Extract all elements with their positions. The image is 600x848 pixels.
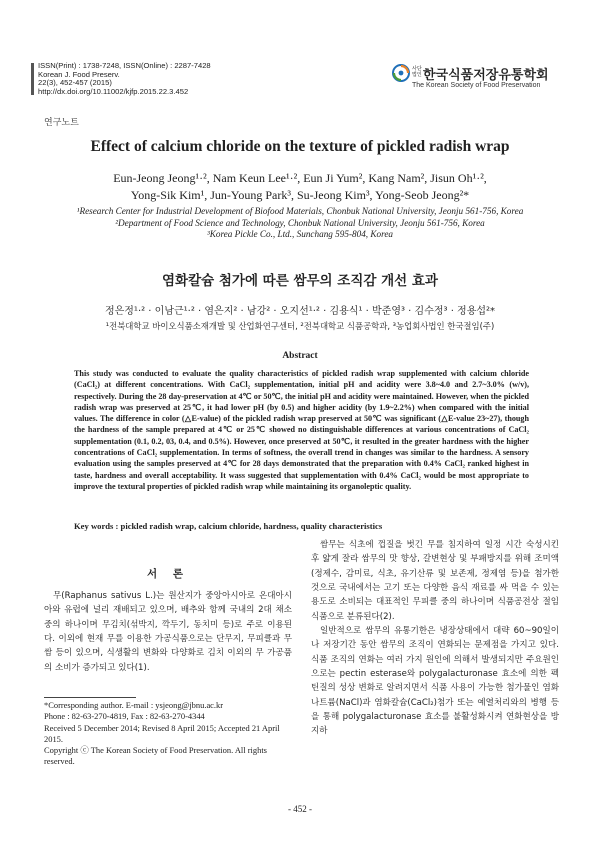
journal-name: Korean J. Food Preserv.	[38, 69, 120, 79]
left-column	[44, 566, 292, 675]
paper-title-en: Effect of calcium chloride on the texture of pickled radish wrap	[90, 138, 510, 155]
affiliations-kr: ¹전북대학교 바이오식품소재개발 및 산업화연구센터, ²전북대학교 식품공학과, ³농업회사법인 한국절임(주)	[105, 321, 495, 331]
footnote-divider	[44, 697, 136, 698]
section-label: 연구노트	[44, 118, 79, 128]
journal-meta-bar	[31, 63, 34, 95]
doi-link[interactable]: http://dx.doi.org/10.11002/kjfp.2015.22.3.452	[38, 86, 189, 96]
society-logo	[392, 64, 572, 94]
intro-body-left	[44, 589, 292, 675]
contact-phone-fax: Phone : 82-63-270-4819, Fax : 82-63-270-4344	[44, 711, 205, 722]
affiliation-en-3: ³Korea Pickle Co., Ltd., Sunchang 595-804, Korea	[206, 229, 394, 239]
keywords: Key words : pickled radish wrap, calcium chloride, hardness, quality characteristics	[74, 521, 383, 531]
corresponding-author: *Corresponding author. E-mail : ysjeong@jbnu.ac.kr	[44, 700, 224, 710]
issn-line: ISSN(Print) : 1738-7248, ISSN(Online) : 2287-7428	[38, 61, 211, 70]
volume-line: 22(3), 452-457 (2015)	[38, 78, 112, 88]
copyright-notice: Copyright ⓒ The Korean Society of Food Preservation. All rights reserved.	[44, 745, 267, 767]
abstract-text: This study was conducted to evaluate the quality characteristics of pickled radish wrap supplemented with calcium chloride (CaCl₂) at different concentrations. With CaCl₂ supplementation, initial pH and acidity were 3.8~4.0 and 2.7~3.0% (w/v), respectively. During the 28 day-preservation at 4℃ or 50℃, the initial pH and acidity were maintained. However, when the pickled radish wrap was preserved at 25℃, it had lower pH (by 0.5) and higher acidity (by 1.9~2.2%) when compared with the initial values. The difference in color (△E-value) of the pickled radish wrap preserved at 50℃ was significant (△E-value 23~27), though the hardness of the sample prepared at 4℃ or 25℃ showed no distinguishable differences at various concentrations of CaCl₂ supplementation (0.1, 0.2, 03, 0.4, and 0.5%). However, once preserved at 50℃, it resulted in the greater hardness with the higher concentrations of CaCl₂ supplementation. In terms of softness, the overall trend in changes was similar to the hardness. A sensory evaluation using the samples preserved at 4℃ for 28 days demonstrated that the preparation with 0.4% CaCl₂ ranked highest in taste, hardness and overall acceptability. It wass suggested that supplementation with 0.4% CaCl₂ would be most appropriate to improve the textural properties of pickled radish wrap while maintaining its organoleptic quality.	[74, 369, 529, 491]
page-number: - 452 -	[288, 804, 312, 814]
journal-meta	[38, 62, 211, 96]
authors-en	[40, 170, 560, 204]
society-name-kr: 한국식품저장유통학회	[423, 68, 549, 83]
footnotes	[44, 700, 294, 768]
intro-paragraph-2: 쌈무는 식초에 껍질을 벗긴 무를 침지하여 일정 시간 숙성시킨 후 얇게 잘라 쌈무의 맛 향상, 갈변현상 및 부패방지를 위해 조미액(정제수, 감미료, 식초, 유기산류 및 보존제, 정제염 등)을 첨가한 것으로 국내에서는 고기 또는 다양한 음식 재료를 싸 먹을 수 있는 용도로 소비되는 대표적인 무피클 중의 하나이며 식품공전상 절임식품으로 분류된다(2).	[311, 540, 559, 622]
received-dates: Received 5 December 2014; Revised 8 April 2015; Accepted 21 April 2015.	[44, 722, 280, 744]
society-mark-text: 사단법인	[412, 66, 422, 78]
society-logo-icon	[392, 64, 410, 82]
authors-en-line-1: Eun-Jeong Jeong¹·², Nam Keun Lee¹·², Eun Ji Yum², Kang Nam², Jisun Oh¹·²,	[113, 171, 487, 185]
authors-kr: 정은정¹·² · 이남근¹·² · 염은지² · 남강² · 오지선¹·² · 김용식¹ · 박준영³ · 김수정³ · 정용섭²*	[104, 306, 496, 317]
society-name-en: The Korean Society of Food Preservation	[412, 82, 541, 89]
intro-paragraph-1: 무(Raphanus sativus L.)는 원산지가 중앙아시아로 온대아시아와 유럽에 널리 재배되고 있으며, 배추와 함께 국내의 2대 채소 중의 하나이며 무김치(섞박지, 깍두기, 동치미 등)로 주로 이용된다. 이외에 현재 무를 이용한 가공식품으로는 단무지, 무피클과 무쌈 등이 있으며, 식생활의 변화와 다양화로 김치 이외의 무 가공품의 소비가 증가되고 있다(1).	[44, 591, 292, 673]
intro-body-right	[311, 538, 559, 739]
affiliation-en-1: ¹Research Center for Industrial Development of Biofood Materials, Chonbuk National University, Jeonju 561-756, Korea	[76, 206, 524, 216]
affiliations-en	[40, 206, 560, 241]
abstract-heading: Abstract	[282, 351, 318, 361]
affiliation-en-2: ²Department of Food Science and Technology, Chonbuk National University, Jeonju 561-756, Korea	[115, 217, 485, 228]
authors-en-line-2: Yong-Sik Kim¹, Jun-Young Park³, Su-Jeong Kim³, Yong-Seob Jeong²*	[130, 188, 470, 202]
right-column	[311, 538, 559, 739]
intro-heading: 서 론	[147, 568, 189, 580]
paper-title-kr: 염화칼슘 첨가에 따른 쌈무의 조직감 개선 효과	[162, 273, 438, 289]
intro-paragraph-3: 일반적으로 쌈무의 유통기한은 냉장상태에서 대략 60~90일이나 저장기간 동안 쌈무의 조직이 연화되는 문제점을 가지고 있다. 식품 조직의 연화는 여러 가지 원인에 의해서 발생되지만 주요원인으로는 pectin esterase와 polygalacturonase 효소에 의한 펙틴질의 성상 변화로 알려지면서 식품 사용이 가능한 첨가물인 염화나트륨(NaCl)과 염화칼슘(CaCl₂)첨가 또는 예열처리와의 병행 등을 통해 polygalacturonase 효소를 불활성화시켜 연화현상을 방지하	[311, 626, 559, 737]
